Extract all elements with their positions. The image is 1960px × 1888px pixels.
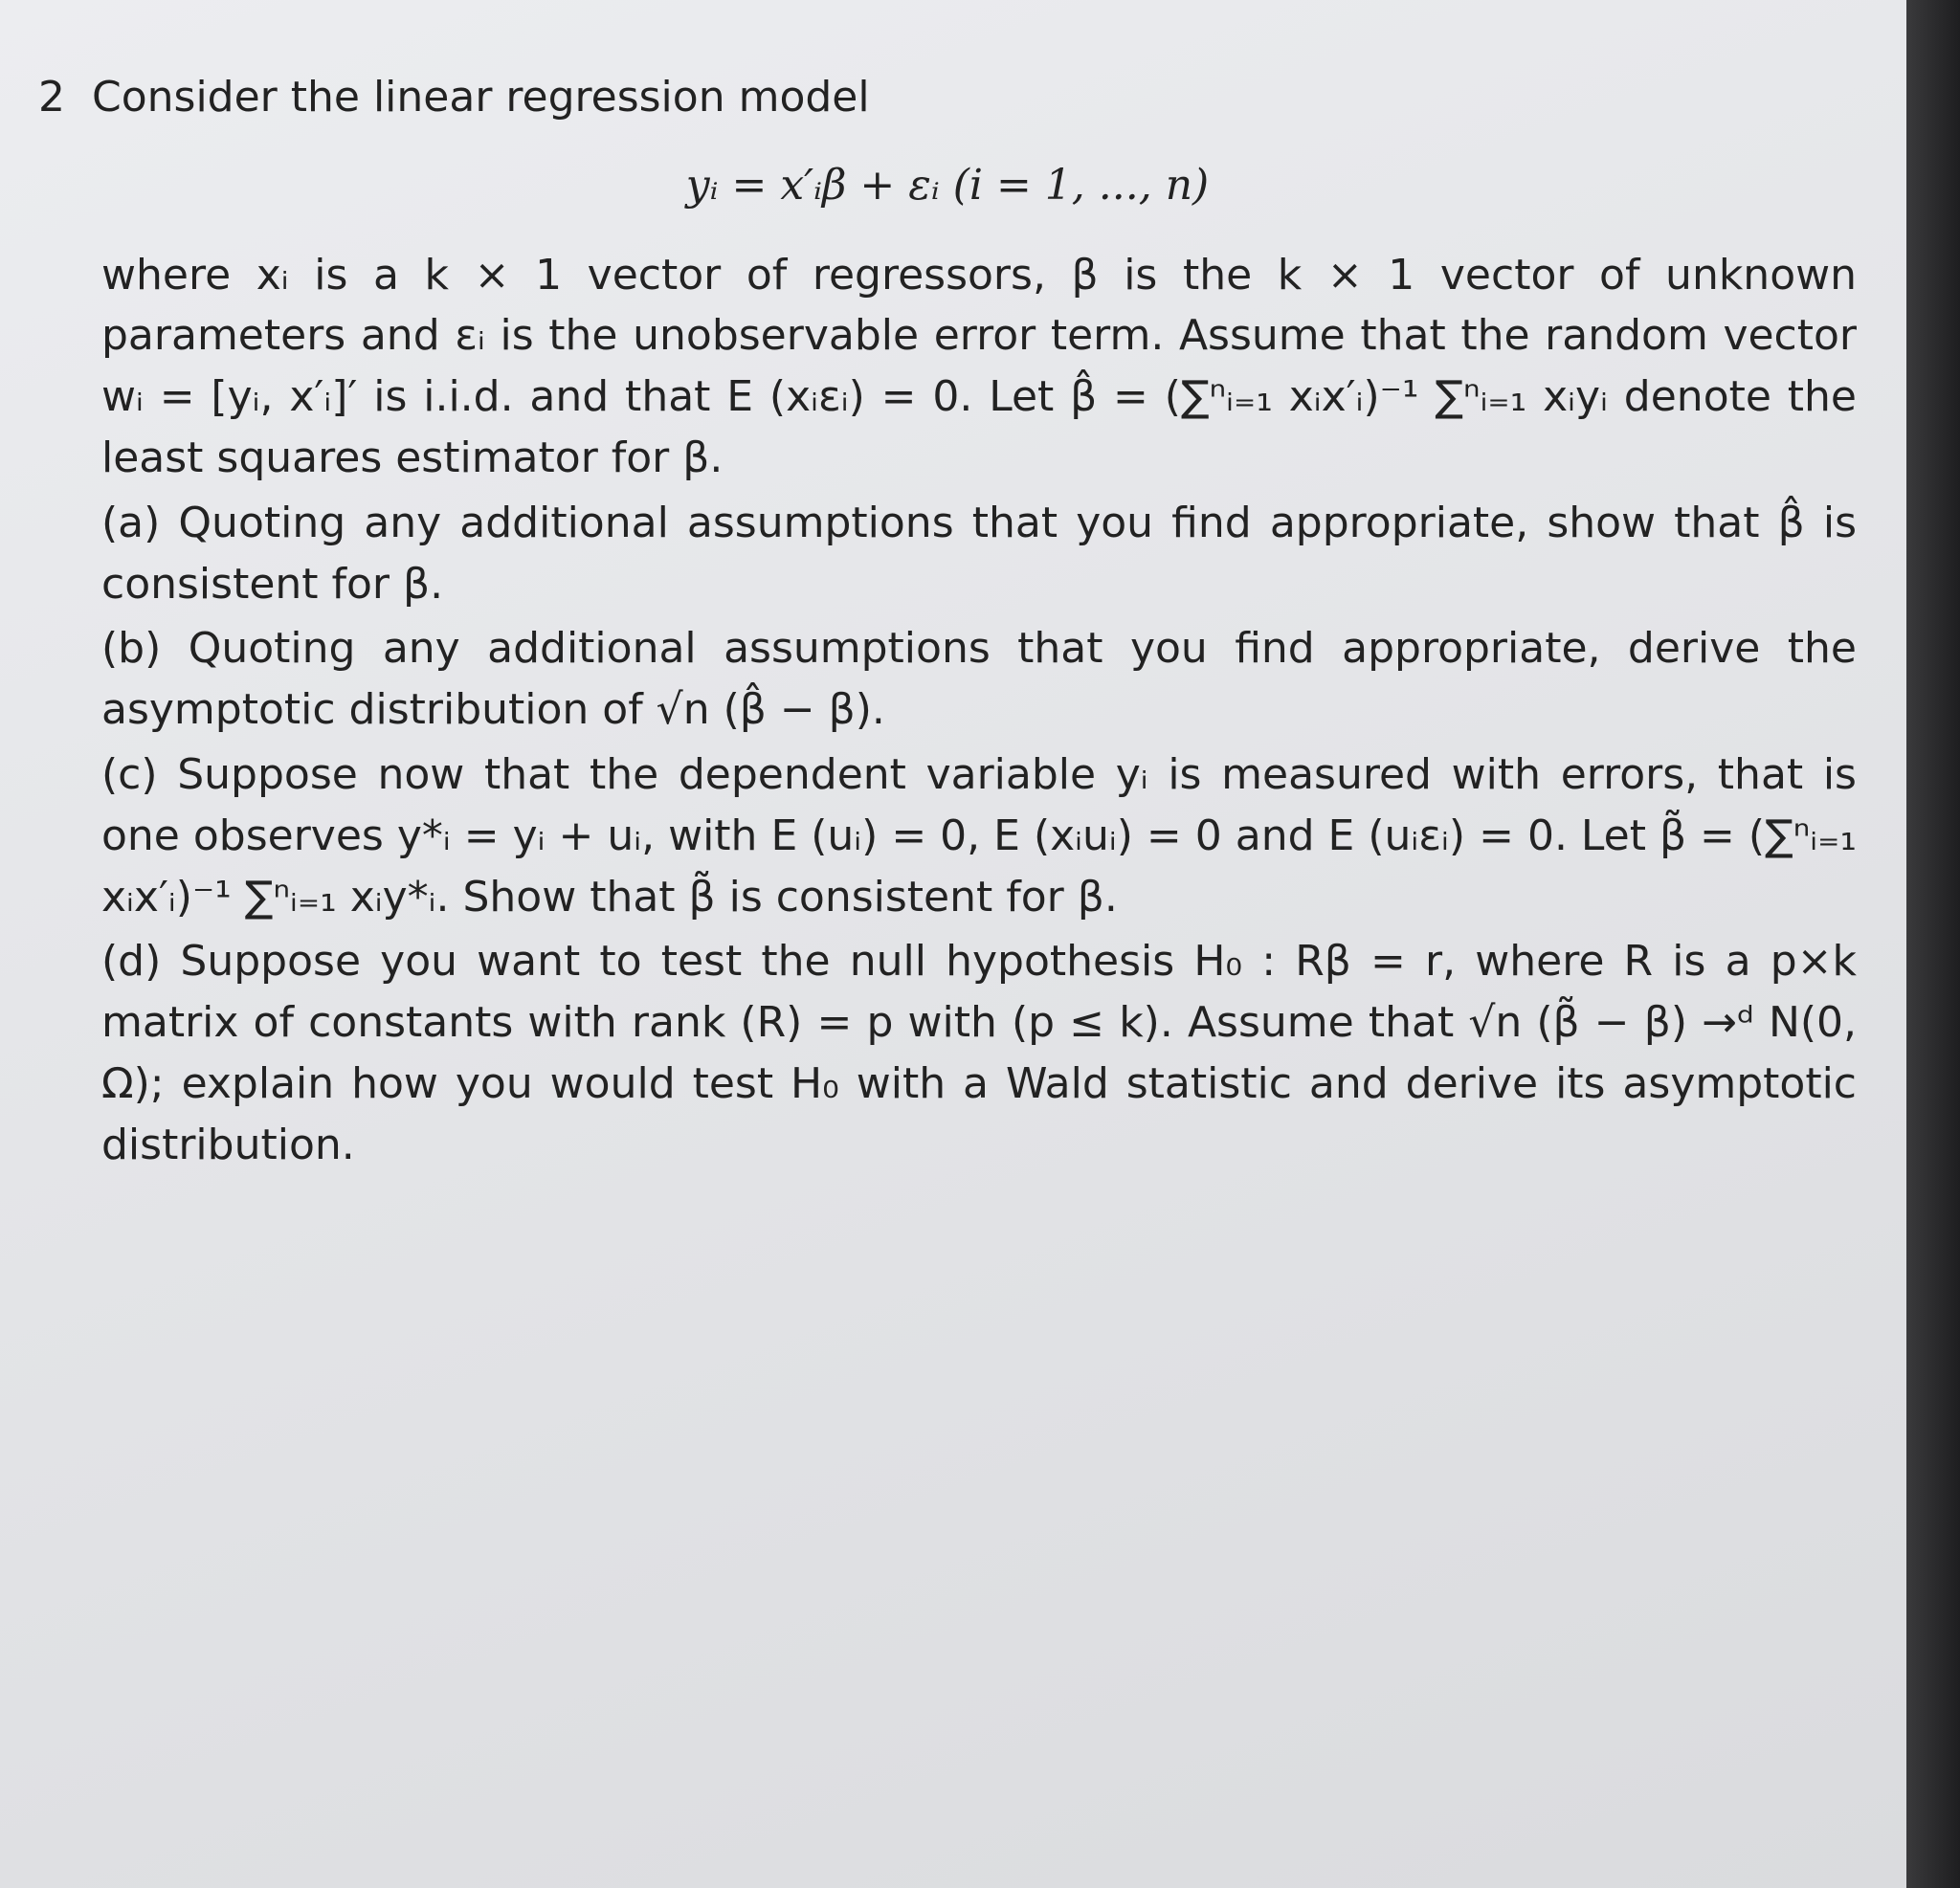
part-d	[101, 931, 1857, 1175]
part-b	[101, 618, 1857, 741]
part-label: (c)	[101, 749, 158, 799]
part-text: Quoting any additional assumptions that you find appropriate, derive the asymptotic distribution of √n (β̂ − β).	[101, 624, 1857, 735]
page-edge-shadow	[1906, 0, 1960, 1888]
part-text: Suppose you want to test the null hypothesis H₀ : Rβ = r, where R is a p×k matrix of constants with rank (R) = p with (p ≤ k). Assume that √n (β̃ − β) →ᵈ N(0, Ω); explain how you would test H₀ with a Wald statistic and derive its asymptotic distribution.	[101, 937, 1857, 1169]
part-label: (b)	[101, 624, 162, 674]
question-title: Consider the linear regression model	[92, 73, 870, 122]
question-block	[38, 67, 1857, 1180]
part-text: Suppose now that the dependent variable yᵢ is measured with errors, that is one observes y*ᵢ = yᵢ + uᵢ, with E (uᵢ) = 0, E (xᵢuᵢ) = 0 and E (uᵢεᵢ) = 0. Let β̃ = (∑ⁿᵢ₌₁ xᵢx′ᵢ)⁻¹ ∑ⁿᵢ₌₁ xᵢy*ᵢ. Show that β̃ is consistent for β.	[101, 749, 1857, 922]
question-body	[38, 245, 1857, 1176]
intro-paragraph: where xᵢ is a k × 1 vector of regressors, β is the k × 1 vector of unknown parameters and εᵢ is the unobservable error term. Assume that the random vector wᵢ = [yᵢ, x′ᵢ]′ is i.i.d. and that E (xᵢεᵢ) = 0. Let β̂ = (∑ⁿᵢ₌₁ xᵢx′ᵢ)⁻¹ ∑ⁿᵢ₌₁ xᵢyᵢ denote the least squares estimator for β.	[101, 250, 1857, 482]
part-label: (d)	[101, 937, 162, 987]
regression-equation: yᵢ = x′ᵢβ + εᵢ (i = 1, ..., n)	[685, 160, 1210, 210]
part-a	[101, 493, 1857, 615]
part-c	[101, 744, 1857, 927]
question-heading	[38, 67, 1857, 128]
part-label: (a)	[101, 498, 161, 547]
question-number: 2	[38, 73, 65, 122]
part-text: Quoting any additional assumptions that you find appropriate, show that β̂ is consistent for β.	[101, 498, 1857, 609]
